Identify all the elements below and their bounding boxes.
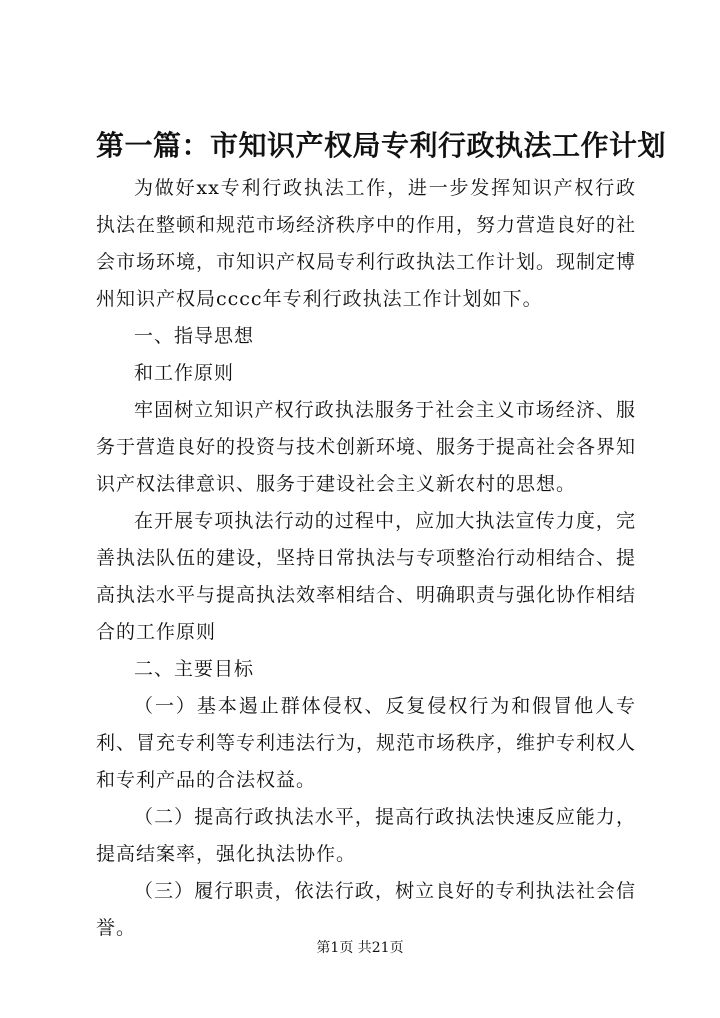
document-body bbox=[96, 170, 636, 947]
goal-item-1: （一）基本遏止群体侵权、反复侵权行为和假冒他人专利、冒充专利等专利违法行为，规范市场秩序，维护专利权人和专利产品的合法权益。 bbox=[96, 695, 637, 791]
paragraph-intro: 为做好xx专利行政执法工作，进一步发挥知识产权行政执法在整顿和规范市场经济秩序中的作用，努力营造良好的社会市场环境，市知识产权局专利行政执法工作计划。现制定博州知识产权局cccc年专利行政执法工作计划如下。 bbox=[96, 177, 637, 310]
page-number: 第1页 共21页 bbox=[316, 940, 404, 956]
paragraph-enforcement: 在开展专项执法行动的过程中，应加大执法宣传力度，完善执法队伍的建设，坚持日常执法与专项整治行动相结合、提高执法水平与提高执法效率相结合、明确职责与强化协作相结合的工作原则 bbox=[96, 510, 637, 643]
goal-item-3: （三）履行职责，依法行政，树立良好的专利执法社会信誉。 bbox=[96, 880, 636, 939]
section-heading-guiding-thought: 一、指导思想 bbox=[134, 325, 255, 347]
section-heading-main-goals: 二、主要目标 bbox=[134, 658, 255, 680]
paragraph-principles: 牢固树立知识产权行政执法服务于社会主义市场经济、服务于营造良好的投资与技术创新环境、服务于提高社会各界知识产权法律意识、服务于建设社会主义新农村的思想。 bbox=[96, 399, 637, 495]
goal-item-2: （二）提高行政执法水平，提高行政执法快速反应能力，提高结案率，强化执法协作。 bbox=[96, 806, 636, 865]
section-heading-continuation: 和工作原则 bbox=[134, 362, 235, 384]
document-title: 第一篇：市知识产权局专利行政执法工作计划 bbox=[96, 129, 667, 162]
